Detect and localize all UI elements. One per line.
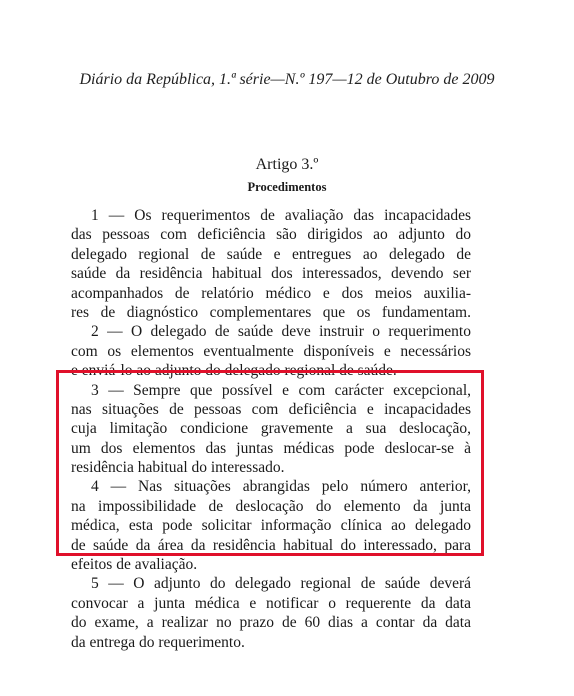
text-line: 5 — O adjunto do delegado regional de saúde deverá xyxy=(91,575,471,593)
article-subtitle: Procedimentos xyxy=(247,180,327,194)
text-line: 2 — O delegado de saúde deve instruir o requerimento xyxy=(91,323,471,341)
page-header: Diário da República, 1.ª série—N.º 197—12 de Outubro de 2009 xyxy=(79,71,495,88)
text-line: saúde da residência habitual dos interessados, devendo ser xyxy=(71,265,471,283)
text-line: de saúde da área da residência habitual do interessado, para xyxy=(71,536,471,554)
text-line: da entrega do requerimento. xyxy=(71,633,245,651)
text-line: 4 — Nas situações abrangidas pelo número anterior, xyxy=(91,478,471,496)
text-line: um dos elementos das juntas médicas pode deslocar-se à xyxy=(71,439,471,457)
text-line: efeitos de avaliação. xyxy=(71,556,198,574)
article-title: Artigo 3.º xyxy=(255,156,319,173)
text-line: cuja limitação condicione gravemente a sua deslocação, xyxy=(71,420,471,438)
text-line: na impossibilidade de deslocação do elemento da junta xyxy=(71,497,471,515)
text-line: convocar a junta médica e notificar o requerente da data xyxy=(71,594,471,612)
text-line: nas situações de pessoas com deficiência e incapacidades xyxy=(71,400,471,418)
text-line: das pessoas com deficiência são dirigidos ao adjunto do xyxy=(71,226,471,244)
text-line: acompanhados de relatório médico e dos meios auxilia- xyxy=(71,284,471,302)
text-line: e enviá-lo ao adjunto do delegado regional de saúde. xyxy=(71,362,397,380)
text-line: residência habitual do interessado. xyxy=(71,459,285,477)
text-line: médica, esta pode solicitar informação clínica ao delegado xyxy=(71,517,471,535)
text-line: res de diagnóstico complementares que os fundamentam. xyxy=(71,303,471,321)
text-line: 1 — Os requerimentos de avaliação das incapacidades xyxy=(91,207,471,224)
text-line: do exame, a realizar no prazo de 60 dias a contar da data xyxy=(71,614,471,632)
highlight-box xyxy=(56,370,484,556)
text-line: com os elementos eventualmente disponíveis e necessários xyxy=(71,342,471,360)
text-line: delegado regional de saúde e entregues ao delegado de xyxy=(71,245,471,263)
text-line: 3 — Sempre que possível e com carácter excepcional, xyxy=(91,381,471,399)
